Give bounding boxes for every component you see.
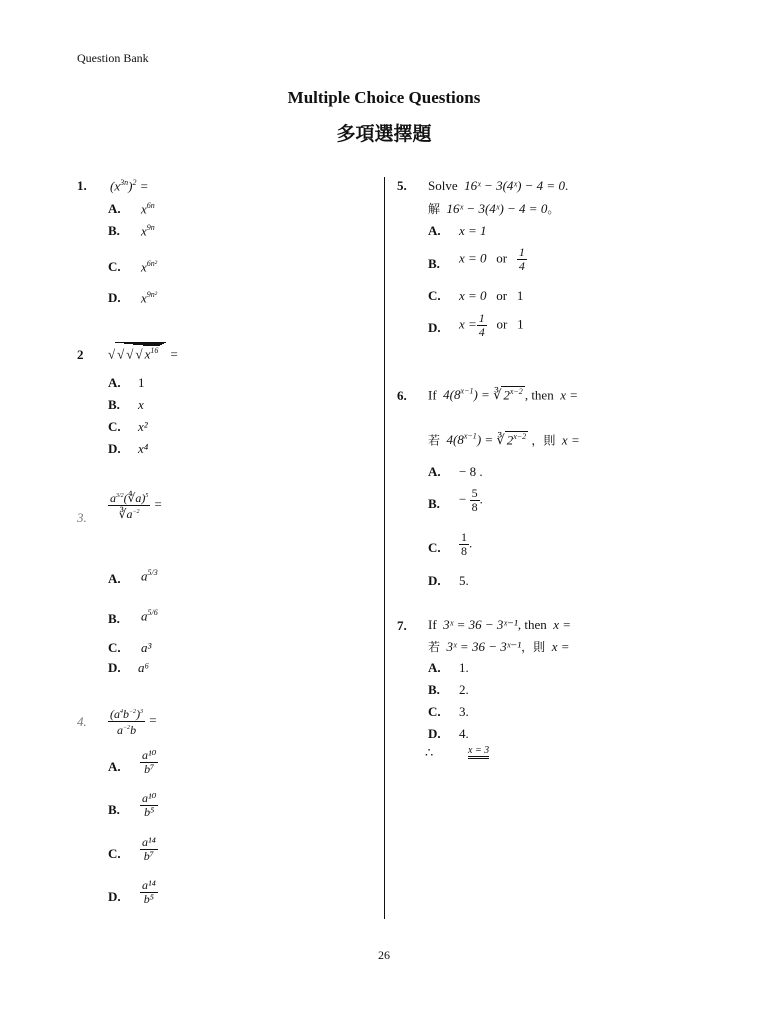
q4-stem: $\frac{(a^4b^{-2})^3}{a^{-2}b}$ = [110,707,158,737]
column-divider [384,177,385,919]
q7-option-a: 1. [459,660,469,675]
q4-option-a-label: A. [108,759,121,774]
q2-number: 2 [77,347,84,362]
q5-option-c: x = 0 or 1 [459,288,524,303]
q6-option-d-label: D. [428,573,441,588]
q6-stem-zh: 若 $4(8^{x-1})$ = ∛ $2^{x-2}$ ，則 x = [428,432,580,448]
q1-option-d-label: D. [108,290,121,305]
q6-option-c: $\frac{1}{8}$ . [461,530,473,558]
q2-option-d: x⁴ [138,441,149,456]
q3-option-d: a⁶ [138,660,150,675]
q6-stem-en: If $4(8^{x-1})$ = ∛ $2^{x-2}$ , then x = [428,387,578,403]
q4-option-c: $\frac{\text{a¹⁴}}{\text{b⁷}}$ [142,835,156,863]
q1-option-b-label: B. [108,223,120,238]
q6-number: 6. [397,388,407,403]
q4-option-b-label: B. [108,802,120,817]
q7-option-c-label: C. [428,704,441,719]
q7-option-d-label: D. [428,726,441,741]
running-header: Question Bank [77,51,149,65]
q4-option-d: $\frac{\text{a¹⁴}}{\text{b⁵}}$ [142,878,156,906]
q1-option-a-label: A. [108,201,121,216]
page-number: 26 [378,948,390,962]
q7-answer-note: x = 3 [468,745,489,759]
q5-option-b: x = 0 or $\frac{1}{4}$ [459,245,525,273]
q3-stem: $\frac{a^{3/2}(∜a)^5}{∛a^{-2}}$ = [110,491,163,521]
q1-stem: $(x^{3n})^2$ = [110,178,149,194]
q4-option-c-label: C. [108,846,121,861]
q3-option-c-label: C. [108,640,121,655]
q5-option-d: x = $\frac{1}{4}$ or 1 [459,311,524,339]
q6-option-c-label: C. [428,540,441,555]
q1-option-c-label: C. [108,259,121,274]
q5-option-d-label: D. [428,320,441,335]
q5-number: 5. [397,178,407,193]
q7-number: 7. [397,618,407,633]
q6-option-a: − 8 . [459,464,483,479]
q7-stem-en: If 3ˣ = 36 − 3ˣ⁻¹, then x = [428,617,572,632]
q2-option-b: x [138,397,144,412]
q5-stem-zh: 解 16ˣ − 3(4ˣ) − 4 = 0。 [428,201,560,216]
q3-option-c: a³ [141,640,152,655]
q3-option-b: $a^{5/6}$ [141,608,158,624]
q7-therefore-icon: ∴ [425,745,434,760]
q1-option-b: $x^{9n}$ [141,223,155,239]
q6-option-d: 5. [459,573,469,588]
q4-option-a: $\frac{\text{a¹⁰}}{\text{b⁷}}$ [142,748,157,776]
page-title-chinese: 多項選擇題 [336,123,432,145]
q3-option-d-label: D. [108,660,121,675]
q6-option-a-label: A. [428,464,441,479]
q1-option-c: $x^{6n^2}$ [141,259,158,275]
q6-option-b-label: B. [428,496,440,511]
q2-option-d-label: D. [108,441,121,456]
q2-option-b-label: B. [108,397,120,412]
q3-option-a: $a^{5/3}$ [141,568,158,584]
q2-option-a: 1 [138,375,145,390]
q4-number: 4. [77,714,87,729]
q5-option-b-label: B. [428,256,440,271]
q1-option-d: $x^{9n^2}$ [141,290,158,306]
q2-option-c-label: C. [108,419,121,434]
q7-option-c: 3. [459,704,469,719]
q2-option-c: x² [138,419,148,434]
q4-option-b: $\frac{\text{a¹⁰}}{\text{b⁵}}$ [142,791,157,819]
q7-option-d: 4. [459,726,469,741]
q7-option-b-label: B. [428,682,440,697]
q1-option-a: $x^{6n}$ [141,201,155,217]
q7-option-a-label: A. [428,660,441,675]
q5-stem-en: Solve 16ˣ − 3(4ˣ) − 4 = 0. [428,178,569,193]
q5-option-a-label: A. [428,223,441,238]
q3-number: 3. [77,510,87,525]
q6-option-b: − $\frac{5}{8}$ . [459,486,483,514]
q5-option-a: x = 1 [459,223,487,238]
q5-option-c-label: C. [428,288,441,303]
q4-option-d-label: D. [108,889,121,904]
q2-stem: √ √ √ √ $x^{16}$ = [108,342,178,362]
page-title: Multiple Choice Questions [287,88,481,107]
q7-option-b: 2. [459,682,469,697]
q3-option-b-label: B. [108,611,120,626]
q3-option-a-label: A. [108,571,121,586]
q2-option-a-label: A. [108,375,121,390]
q7-stem-zh: 若 3ˣ = 36 − 3ˣ⁻¹，則 x = [428,639,570,654]
q1-number: 1. [77,178,87,193]
